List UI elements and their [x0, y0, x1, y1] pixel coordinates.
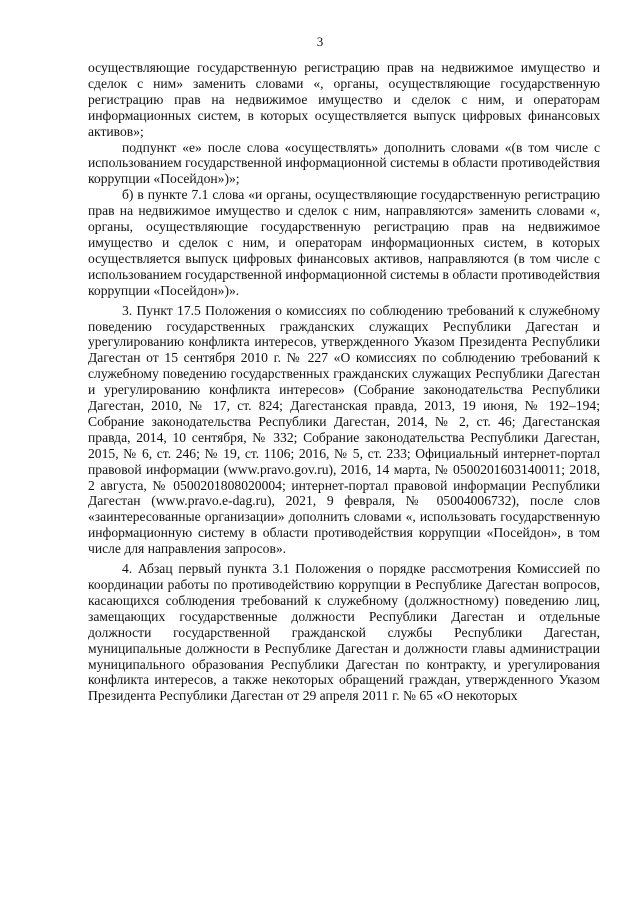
paragraph-continuation: осуществляющие государственную регистрацию прав на недвижимое имущество и сделок с ним» заменить словами «, органы, осуществляющие государственную регистрацию прав на недвижимое имущество и сделок с ним, и операторам информационных систем, в которых осуществляется выпуск цифровых финансовых активов»;: [88, 60, 600, 139]
page-number: 3: [316, 34, 324, 49]
paragraph-subpoint-e: подпункт «е» после слова «осуществлять» дополнить словами «(в том числе с использованием государственной информационной системы в области противодействия коррупции «Посейдон»)»;: [88, 139, 600, 187]
paragraph-item-3: 3. Пункт 17.5 Положения о комиссиях по соблюдению требований к служебному поведению государственных гражданских служащих Республики Дагестан и урегулированию конфликта интересов, утвержденного Указом Президента Республики Дагестан от 15 сентября 2010 г. № 227 «О комиссиях по соблюдению требований к служебному поведению государственных гражданских служащих Республики Дагестан и урегулированию конфликта интересов» (Собрание законодательства Республики Дагестан, 2010, № 17, ст. 824; Дагестанская правда, 2013, 19 июня, № 192–194; Собрание законодательства Республики Дагестан, 2014, № 2, ст. 46; Дагестанская правда, 2014, 10 сентября, № 332; Собрание законодательства Республики Дагестан, 2015, № 6, ст. 246; № 19, ст. 1106; 2016, № 5, ст. 233; Официальный интернет-портал правовой информации (www.pravo.gov.ru), 2016, 14 марта, № 0500201603140011; 2018, 2 августа, № 0500201808020004; интернет-портал правовой информации Республики Дагестан (www.pravo.e-dag.ru), 2021, 9 февраля, № 05004006732), после слов «заинтересованные организации» дополнить словами «, использовать государственную информационную систему в области противодействия коррупции «Посейдон», в том числе для направления запросов».: [88, 302, 600, 557]
document-body: [88, 60, 600, 704]
paragraph-item-b: б) в пункте 7.1 слова «и органы, осуществляющие государственную регистрацию прав на недвижимое имущество и сделок с ним, направляются» заменить словами «, органы, осуществляющие государственную регистрацию прав на недвижимое имущество и сделок с ним, и операторам информационных систем, в которых осуществляется выпуск цифровых финансовых активов, направляются (в том числе с использованием государственной информационной системы в области противодействия коррупции «Посейдон»)».: [88, 187, 600, 298]
paragraph-item-4: 4. Абзац первый пункта 3.1 Положения о порядке рассмотрения Комиссией по координации работы по противодействию коррупции в Республике Дагестан вопросов, касающихся соблюдения требований к служебному (должностному) поведению лиц, замещающих государственные должности Республики Дагестан и отдельные должности государственной гражданской службы Республики Дагестан, муниципальные должности в Республике Дагестан и должности главы администрации муниципального образования Республики Дагестан по контракту, и урегулирования конфликта интересов, а также некоторых обращений граждан, утвержденного Указом Президента Республики Дагестан от 29 апреля 2011 г. № 65 «О некоторых: [88, 561, 600, 704]
